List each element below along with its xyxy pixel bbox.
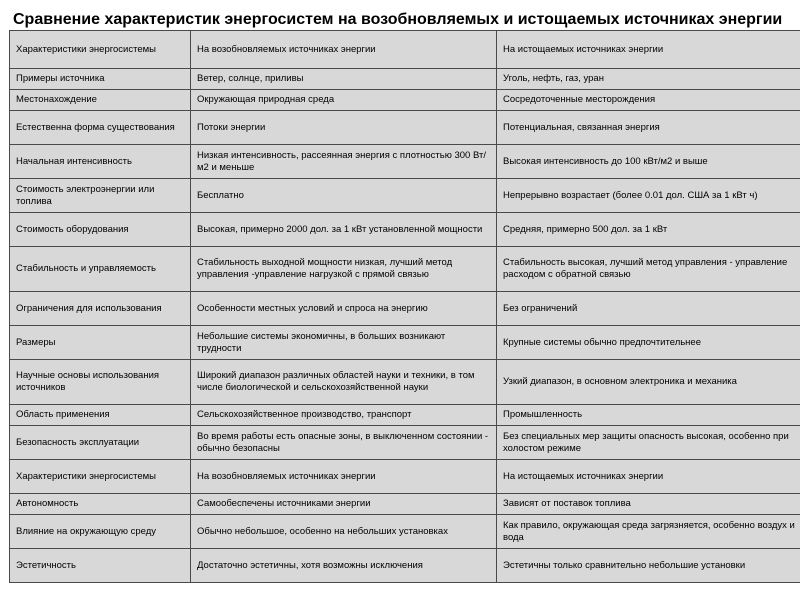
- table-cell: Высокая интенсивность до 100 кВт/м2 и выше: [497, 145, 800, 179]
- row-header-cell: Автономность: [10, 494, 191, 515]
- row-header-cell: Естественна форма существования: [10, 111, 191, 145]
- table-cell: На возобновляемых источниках энергии: [191, 31, 497, 69]
- table-cell: Без ограничений: [497, 292, 800, 326]
- table-cell: Сосредоточенные месторождения: [497, 90, 800, 111]
- table-cell: Средняя, примерно 500 дол. за 1 кВт: [497, 213, 800, 247]
- table-row: [10, 111, 800, 145]
- row-header-cell: Стоимость оборудования: [10, 213, 191, 247]
- row-header-cell: Начальная интенсивность: [10, 145, 191, 179]
- row-header-cell: Научные основы использования источников: [10, 360, 191, 405]
- row-header-cell: Влияние на окружающую среду: [10, 515, 191, 549]
- table-cell: Широкий диапазон различных областей науки и техники, в том числе биологической и сельскохозяйственной науки: [191, 360, 497, 405]
- table-row: [10, 179, 800, 213]
- table-cell: Обычно небольшое, особенно на небольших установках: [191, 515, 497, 549]
- table-cell: На возобновляемых источниках энергии: [191, 460, 497, 494]
- table-row: [10, 31, 800, 69]
- row-header-cell: Характеристики энергосистемы: [10, 460, 191, 494]
- table-row: [10, 247, 800, 292]
- table-row: [10, 426, 800, 460]
- row-header-cell: Местонахождение: [10, 90, 191, 111]
- table-cell: На истощаемых источниках энергии: [497, 31, 800, 69]
- table-cell: Как правило, окружающая среда загрязняется, особенно воздух и вода: [497, 515, 800, 549]
- table-cell: Достаточно эстетичны, хотя возможны исключения: [191, 549, 497, 583]
- table-cell: Эстетичны только сравнительно небольшие установки: [497, 549, 800, 583]
- table-cell: Стабильность высокая, лучший метод управления - управление расходом с обратной связью: [497, 247, 800, 292]
- table-cell: Сельскохозяйственное производство, транспорт: [191, 405, 497, 426]
- table-cell: Высокая, примерно 2000 дол. за 1 кВт установленной мощности: [191, 213, 497, 247]
- row-header-cell: Размеры: [10, 326, 191, 360]
- table-row: [10, 494, 800, 515]
- table-row: [10, 326, 800, 360]
- row-header-cell: Эстетичность: [10, 549, 191, 583]
- page-title: Сравнение характеристик энергосистем на возобновляемых и истощаемых источниках энергии: [13, 11, 783, 28]
- row-header-cell: Характеристики энергосистемы: [10, 31, 191, 69]
- row-header-cell: Область применения: [10, 405, 191, 426]
- table-cell: На истощаемых источниках энергии: [497, 460, 800, 494]
- table-cell: Низкая интенсивность, рассеянная энергия с плотностью 300 Вт/м2 и меньше: [191, 145, 497, 179]
- table-row: [10, 460, 800, 494]
- table-cell: Потоки энергии: [191, 111, 497, 145]
- table-cell: Непрерывно возрастает (более 0.01 дол. США за 1 кВт ч): [497, 179, 800, 213]
- table-cell: Без специальных мер защиты опасность высокая, особенно при холостом режиме: [497, 426, 800, 460]
- table-cell: Самообеспечены источниками энергии: [191, 494, 497, 515]
- table-cell: Потенциальная, связанная энергия: [497, 111, 800, 145]
- table-row: [10, 145, 800, 179]
- row-header-cell: Стоимость электроэнергии или топлива: [10, 179, 191, 213]
- table-row: [10, 549, 800, 583]
- table-row: [10, 292, 800, 326]
- table-row: [10, 405, 800, 426]
- table-cell: Стабильность выходной мощности низкая, лучший метод управления -управление нагрузкой с прямой связью: [191, 247, 497, 292]
- row-header-cell: Стабильность и управляемость: [10, 247, 191, 292]
- table-cell: Зависят от поставок топлива: [497, 494, 800, 515]
- comparison-table: [9, 30, 800, 583]
- table-cell: Уголь, нефть, газ, уран: [497, 69, 800, 90]
- table-cell: Промышленность: [497, 405, 800, 426]
- table-row: [10, 213, 800, 247]
- table-row: [10, 360, 800, 405]
- table-cell: Ветер, солнце, приливы: [191, 69, 497, 90]
- row-header-cell: Безопасность эксплуатации: [10, 426, 191, 460]
- table-cell: Крупные системы обычно предпочтительнее: [497, 326, 800, 360]
- table-cell: Бесплатно: [191, 179, 497, 213]
- table-cell: Особенности местных условий и спроса на энергию: [191, 292, 497, 326]
- table-row: [10, 515, 800, 549]
- table-cell: Во время работы есть опасные зоны, в выключенном состоянии - обычно безопасны: [191, 426, 497, 460]
- table-cell: Небольшие системы экономичны, в больших возникают трудности: [191, 326, 497, 360]
- row-header-cell: Ограничения для использования: [10, 292, 191, 326]
- table-cell: Окружающая природная среда: [191, 90, 497, 111]
- row-header-cell: Примеры источника: [10, 69, 191, 90]
- table-row: [10, 69, 800, 90]
- table-row: [10, 90, 800, 111]
- table-cell: Узкий диапазон, в основном электроника и механика: [497, 360, 800, 405]
